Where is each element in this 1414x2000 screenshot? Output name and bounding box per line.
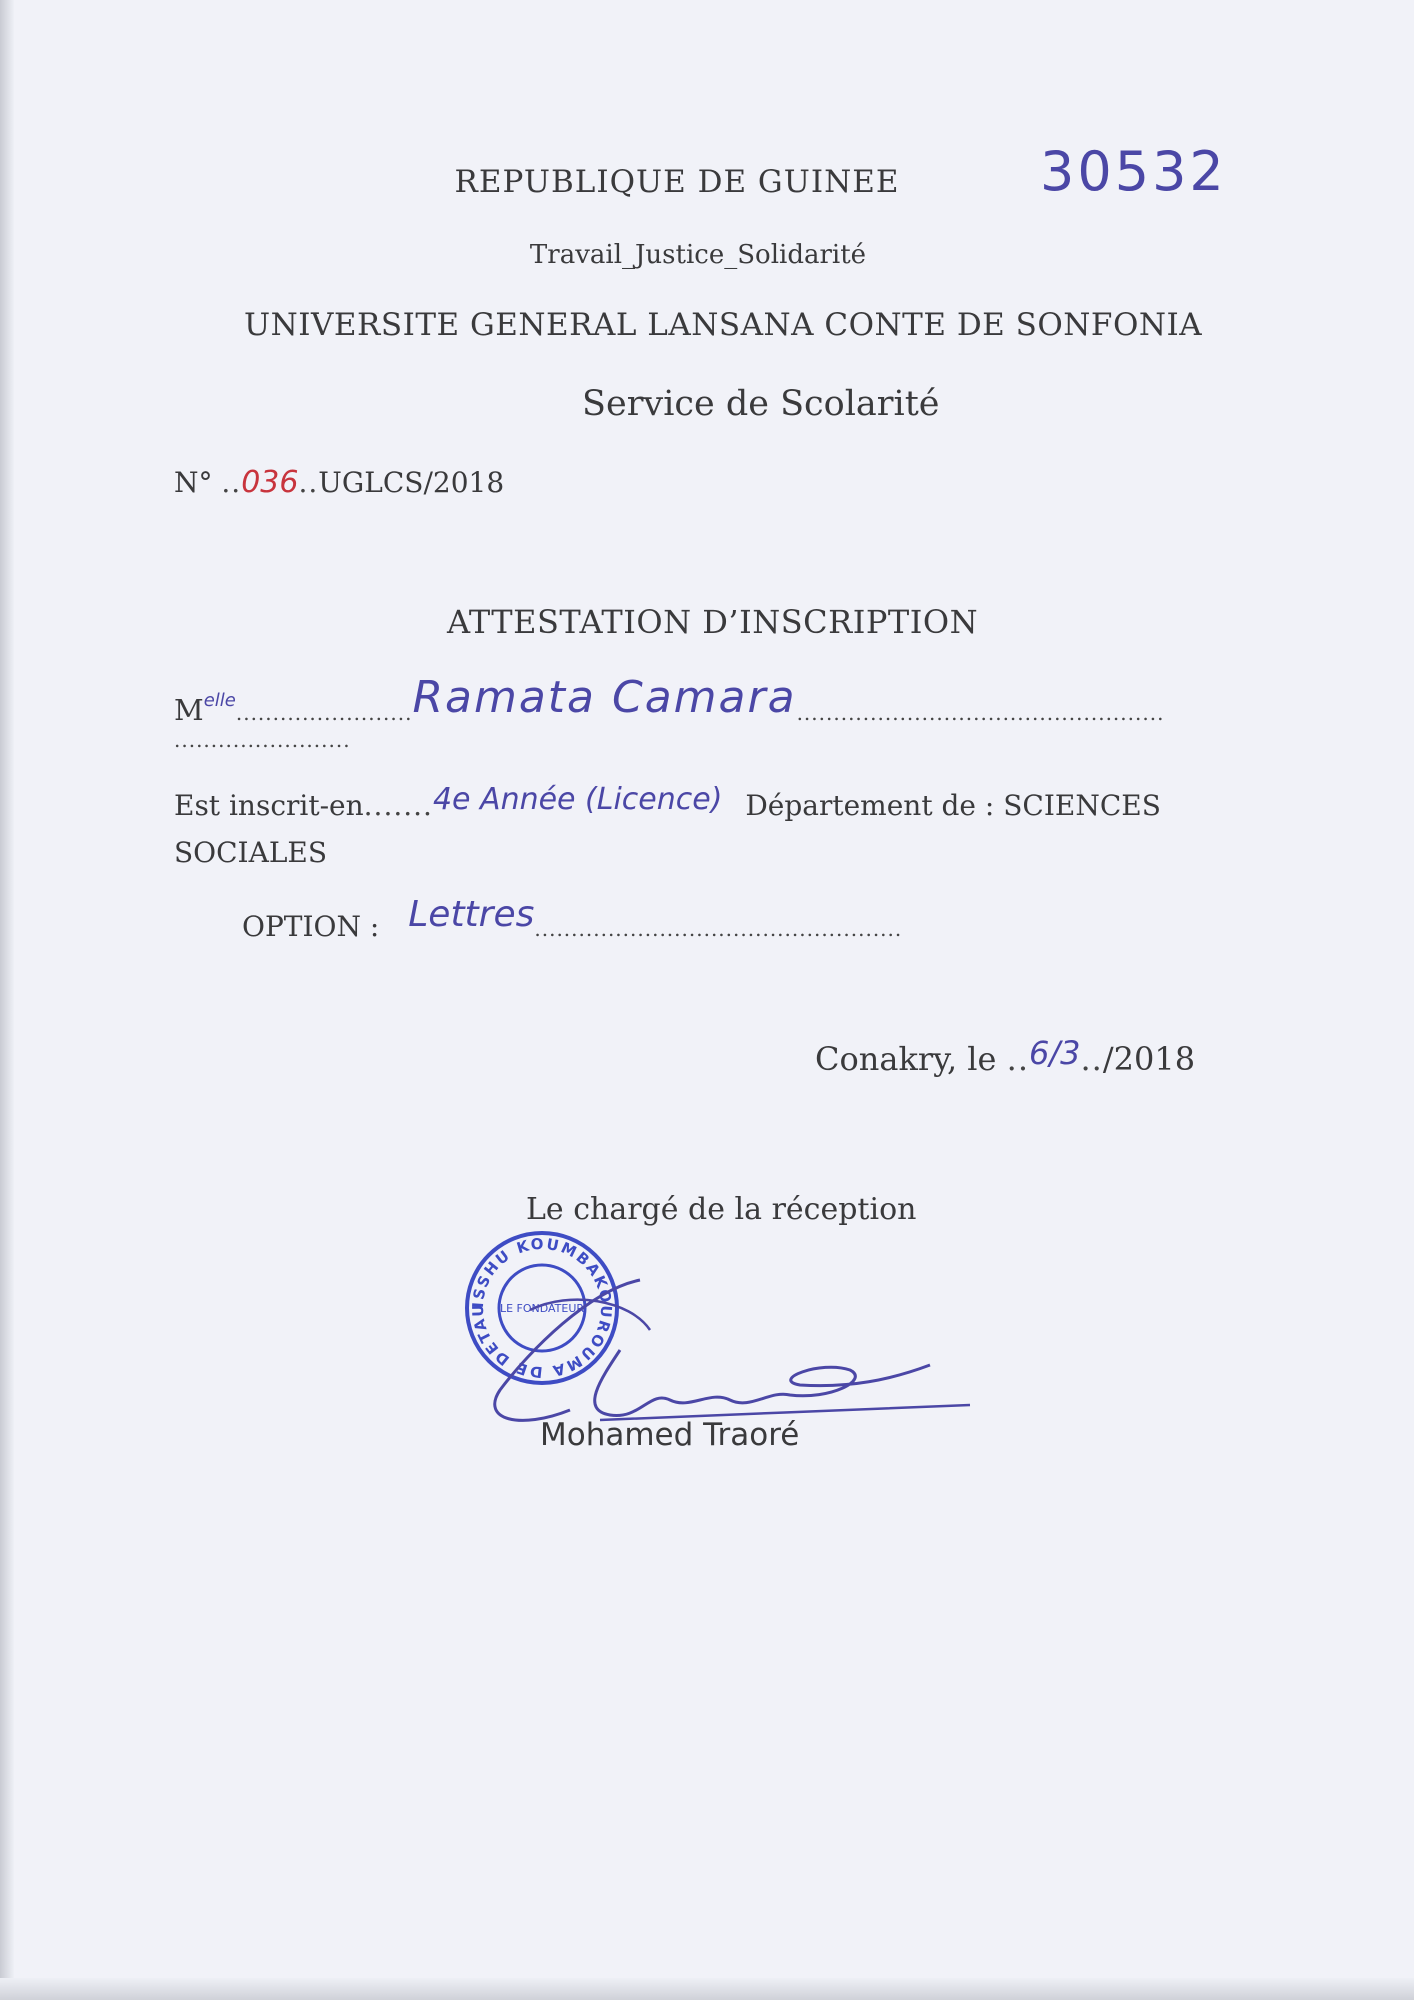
option-label: OPTION : — [242, 910, 380, 943]
reference-line — [174, 465, 504, 500]
signatory-name: Mohamed Traoré — [540, 1417, 800, 1453]
reference-dots: .. — [298, 466, 319, 499]
date-trailing-dots: .. — [1080, 1040, 1103, 1078]
country-heading — [0, 164, 1414, 200]
date-value: 6/3 — [1028, 1034, 1081, 1072]
reference-number: 036 — [241, 465, 299, 500]
service-name: Service de Scolarité — [582, 384, 940, 424]
enrollment-dots: ....... — [363, 789, 433, 822]
student-line — [174, 672, 1165, 731]
reference-leading-dots: .. — [221, 466, 242, 499]
date-leading-dots: .. — [1006, 1040, 1029, 1078]
stamp-center-text: LE FONDATEUR — [499, 1302, 585, 1315]
country-name: REPUBLIQUE DE GUINEE — [454, 164, 900, 200]
department-label: Département de : — [745, 789, 995, 822]
university-name: UNIVERSITE GENERAL LANSANA CONTE DE SONFONIA — [244, 307, 1203, 343]
student-leader-dots: ........................ — [235, 701, 413, 725]
student-prefix: M — [174, 693, 204, 727]
reference-prefix: N° — [174, 466, 213, 499]
option-value: Lettres — [408, 894, 535, 935]
enrollment-label: Est inscrit-en — [174, 789, 364, 822]
student-name: Ramata Camara — [412, 672, 797, 723]
department-value-continued: SOCIALES — [174, 836, 328, 869]
department-value: SCIENCES — [1003, 789, 1161, 822]
student-second-line: ........................ — [174, 728, 351, 752]
option-line — [242, 894, 903, 945]
student-trailing-dots: .................................................. — [796, 701, 1165, 725]
document-title: ATTESTATION D’INSCRIPTION — [447, 603, 979, 641]
page-left-edge — [0, 0, 14, 2000]
motto-text: Travail_Justice_Solidarité — [529, 240, 867, 270]
option-dots: .................................................. — [534, 917, 903, 941]
student-title: elle — [203, 690, 236, 711]
date-suffix: /2018 — [1102, 1040, 1196, 1078]
national-motto — [0, 240, 1414, 270]
enrollment-year: 4e Année (Licence) — [432, 782, 723, 817]
handwritten-reference: 30532 — [1040, 140, 1227, 203]
page-bottom-edge — [0, 1978, 1414, 2000]
signatory-role: Le chargé de la réception — [526, 1192, 917, 1227]
reference-suffix: UGLCS/2018 — [318, 466, 505, 499]
enrollment-line — [174, 782, 1161, 823]
date-prefix: Conakry, le — [815, 1040, 997, 1078]
date-line — [815, 1034, 1196, 1078]
stamp-ring-text: ISSHU KOUMBAKOUROUMA DE DETAUMA — [453, 1214, 616, 1382]
